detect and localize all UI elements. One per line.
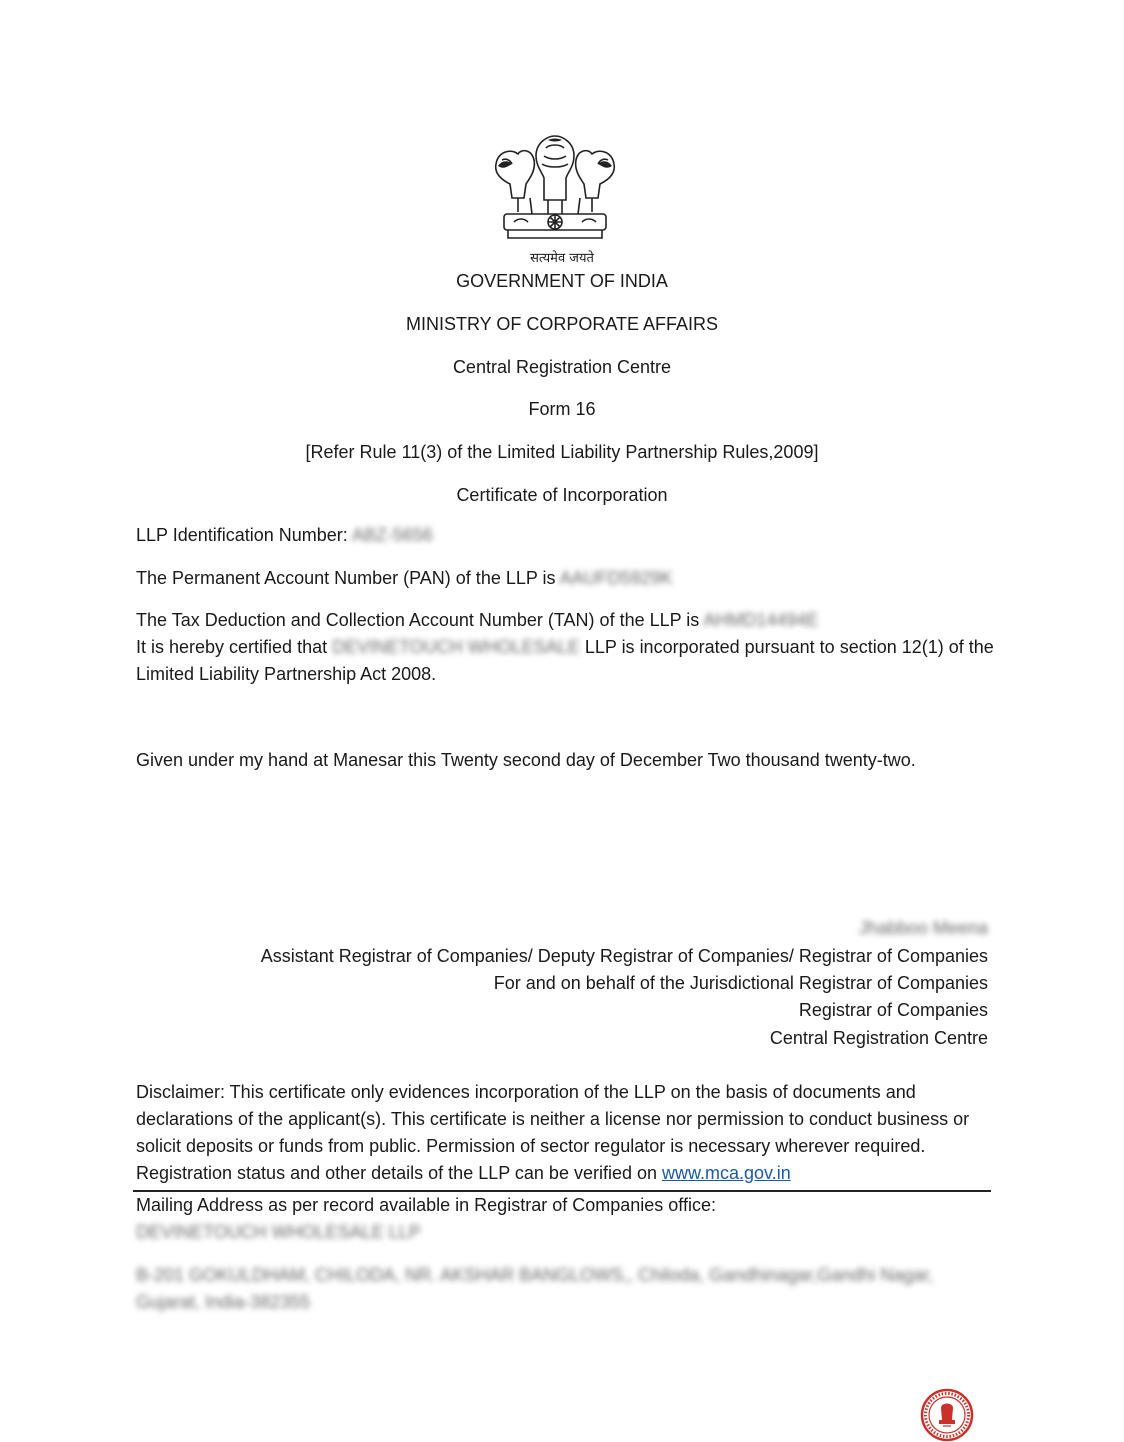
form-number: Form 16 [528,399,596,419]
llpin-line [136,522,996,549]
registrar-seal-icon [917,1388,977,1442]
certified-suffix: LLP is incorporated pursuant to section 12(1) of the Limited Liability Partnership Act 2008. [136,637,994,684]
centre-heading: Central Registration Centre [452,357,672,377]
designation-line-2: For and on behalf of the Jurisdictional Registrar of Companies [493,973,988,993]
designation-line-1: Assistant Registrar of Companies/ Deputy Registrar of Companies/ Registrar of Companies [260,946,988,966]
designation-line-4: Central Registration Centre [769,1028,988,1048]
llpin-label: LLP Identification Number: [136,525,348,545]
mailing-llp-name: DEVINETOUCH WHOLESALE LLP [136,1222,421,1242]
pan-value: AAUFD5929K [559,568,673,588]
signatory-name: Jhabboo Meena [858,918,988,938]
tan-line [136,607,996,634]
mailing-address-label: Mailing Address as per record available in Registrar of Companies office: [136,1195,716,1215]
national-emblem-icon [492,134,618,242]
pan-label: The Permanent Account Number (PAN) of the LLP is [136,568,556,588]
given-under-statement: Given under my hand at Manesar this Twenty second day of December Two thousand twenty-two. [136,750,916,770]
certified-prefix: It is hereby certified that [136,637,328,657]
pan-line [136,565,996,592]
designation-line-3: Registrar of Companies [798,1000,988,1020]
tan-label: The Tax Deduction and Collection Account Number (TAN) of the LLP is [136,610,700,630]
certification-statement [136,634,996,688]
llp-name: DEVINETOUCH WHOLESALE [332,637,580,657]
mca-website-link[interactable]: www.mca.gov.in [662,1163,791,1183]
government-heading: GOVERNMENT OF INDIA [456,271,668,291]
llpin-value: ABZ-5656 [351,525,433,545]
disclaimer-text: Disclaimer: This certificate only evidences incorporation of the LLP on the basis of documents and declarations of the applicant(s). This certificate is neither a license nor permission to conduct business or solicit deposits or funds from public. Permission of sector regulator is necessary wherever required. Registration status and other details of the LLP can be verified on [136,1082,970,1183]
certificate-title: Certificate of Incorporation [456,485,668,505]
tan-value: AHMD14494E [703,610,819,630]
mailing-address: B-201 GOKULDHAM, CHILODA, NR. AKSHAR BANGLOWS,, Chiloda, Gandhinagar,Gandhi Nagar, Gujarat, India-382355 [136,1265,934,1312]
rule-reference: [Refer Rule 11(3) of the Limited Liability Partnership Rules,2009] [305,442,819,462]
emblem-motto: सत्यमेव जयते [530,251,594,266]
disclaimer [136,1079,1000,1187]
ministry-heading: MINISTRY OF CORPORATE AFFAIRS [405,314,719,334]
